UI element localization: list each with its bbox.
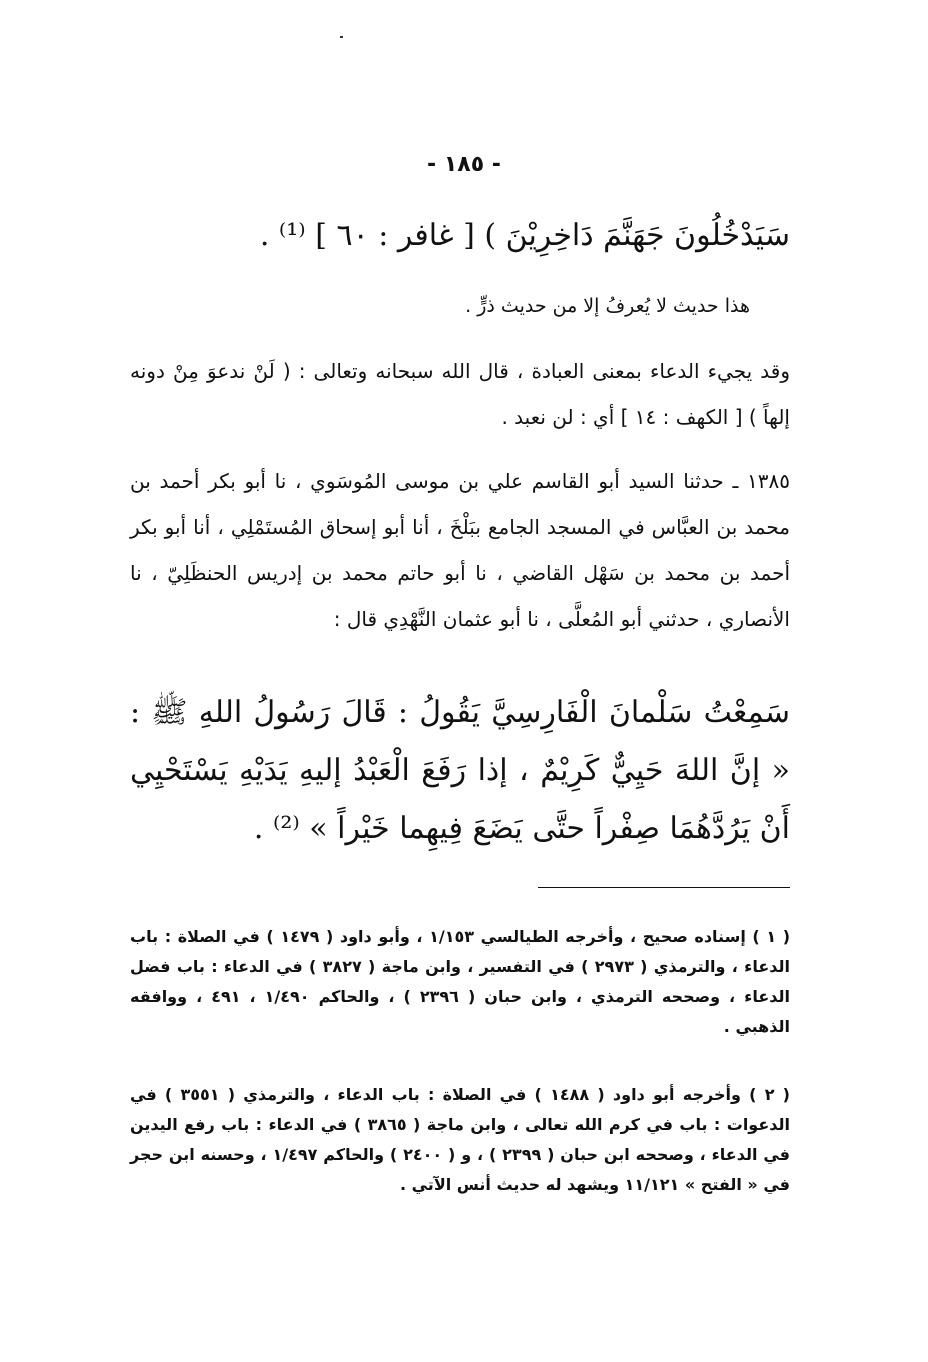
hadith-note: هذا حديث لا يُعرفُ إلا من حديث ذرٍّ . [465,295,750,317]
quran-verse-line: سَيَدْخُلُونَ جَهَنَّمَ دَاخِرِيْنَ ) [ غافر : ٦٠ ] ⁽¹⁾ . [259,218,790,253]
paragraph-hadith-text: سَمِعْتُ سَلْمانَ الْفَارِسِيَّ يَقُولُ : قَالَ رَسُولُ اللهِ ﷺ : « إنَّ اللهَ حَيِيٌّ كَرِيْمٌ ، إذا رَفَعَ الْعَبْدُ إليهِ يَدَيْهِ يَسْتَحْيِي أَنْ يَرُدَّهُمَا صِفْراً حتَّى يَضَعَ فِيهِما خَيْراً » ⁽²⁾ . [130,695,790,846]
paragraph-dua-meaning: وقد يجيء الدعاء بمعنى العبادة ، قال الله سبحانه وتعالى : ( لَنْ ندعوَ مِنْ دونه إلهاً ) [ الكهف : ١٤ ] أي : لن نعبد . [130,359,790,429]
footnote-2: ( ٢ ) وأخرجه أبو داود ( ١٤٨٨ ) في الصلاة : باب الدعاء ، والترمذي ( ٣٥٥١ ) في الدعوات : باب في كرم الله تعالى ، وابن ماجة ( ٣٨٦٥ ) في الدعاء : باب رفع اليدين في الدعاء ، وصححه ابن حبان ( ٢٣٩٩ ) ، و ( ٢٤٠٠ ) والحاكم ١/٤٩٧ ، وحسنه ابن حجر في « الفتح » ١١/١٢١ ويشهد له حديث أنس الآتي . [130,1085,791,1194]
scan-speck [340,36,343,38]
page-number: - ١٨٥ - [427,152,501,177]
footnote-divider [538,887,790,888]
footnote-1: ( ١ ) إسناده صحيح ، وأخرجه الطيالسي ١/١٥٣ ، وأبو داود ( ١٤٧٩ ) في الصلاة : باب الدعاء ، والترمذي ( ٢٩٧٣ ) في التفسير ، وابن ماجة ( ٣٨٢٧ ) في الدعاء : باب فضل الدعاء ، وصححه الترمذي ، وابن حبان ( ٢٣٩٦ ) ، والحاكم ١/٤٩٠ ، ٤٩١ ، ووافقه الذهبي . [130,927,791,1036]
paragraph-isnad: ١٣٨٥ ـ حدثنا السيد أبو القاسم علي بن موسى المُوسَوي ، نا أبو بكر أحمد بن محمد بن العبَّاس في المسجد الجامع ببَلْخَ ، أنا أبو إسحاق المُستَمْلِي ، أنا أبو بكر أحمد بن محمد بن سَهْل القاضي ، نا أبو حاتم محمد بن إدريس الحنظَلِيّ ، نا الأنصاري ، حدثني أبو المُعلَّى ، نا أبو عثمان النَّهْدِي قال : [130,469,790,631]
